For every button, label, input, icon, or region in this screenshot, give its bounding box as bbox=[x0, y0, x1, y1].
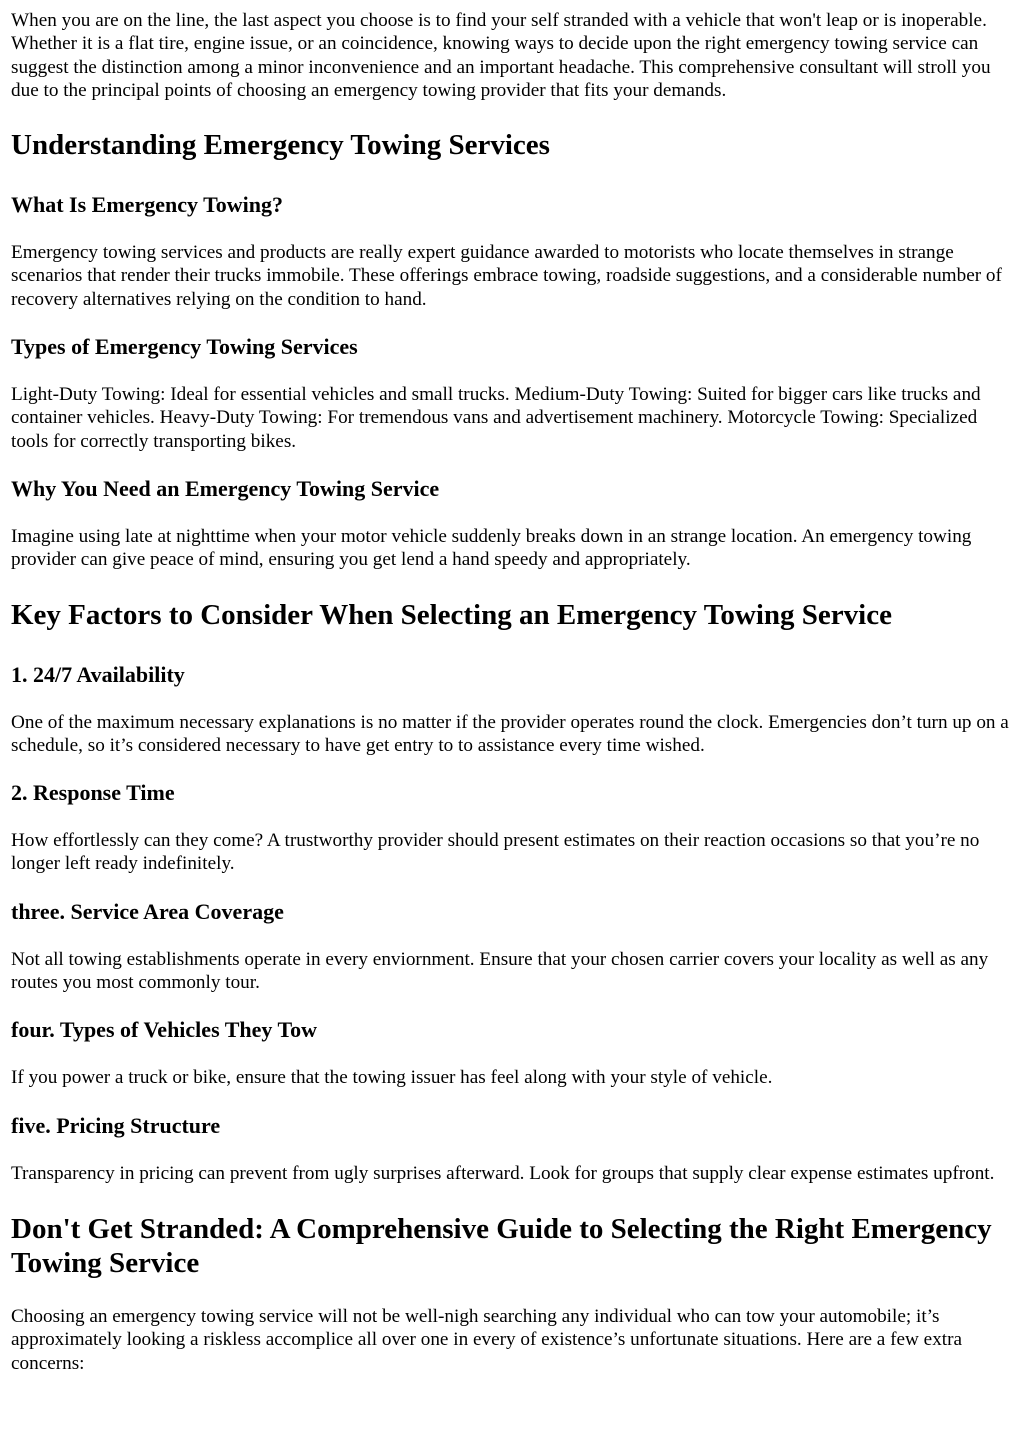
subheading-what-is: What Is Emergency Towing? bbox=[11, 192, 283, 218]
subheading-why: Why You Need an Emergency Towing Service bbox=[11, 475, 440, 501]
subheading-types: Types of Emergency Towing Services bbox=[11, 334, 358, 360]
section-heading-key-factors: Key Factors to Consider When Selecting an Emergency Towing Service bbox=[11, 598, 892, 631]
paragraph-extra-concerns: Choosing an emergency towing service will not be well-nigh searching any individual who can tow your automobile; it’s approximately looking a riskless accomplice all over one in every of existence’s unfortunate situations. Here are a few extra concerns: bbox=[11, 1305, 963, 1374]
subheading-vehicle-types: four. Types of Vehicles They Tow bbox=[11, 1017, 318, 1043]
subheading-service-area: three. Service Area Coverage bbox=[11, 898, 284, 924]
subheading-pricing: five. Pricing Structure bbox=[11, 1112, 221, 1138]
intro-paragraph: When you are on the line, the last aspect you choose is to find your self stranded with a vehicle that won't leap or is inoperable. Whether it is a flat tire, engine issue, or an coincidence, knowing ways to decide upon the right emergency towing service can suggest the distinction among a minor inconvenience and an important headache. This comprehensive consultant will stroll you due to the principal points of choosing an emergency towing provider that fits your demands. bbox=[11, 10, 991, 101]
subheading-response-time: 2. Response Time bbox=[11, 780, 175, 806]
section-heading-understanding: Understanding Emergency Towing Services bbox=[11, 129, 550, 162]
paragraph-what-is: Emergency towing services and products are really expert guidance awarded to motorists who locate themselves in strange scenarios that render their trucks immobile. These offerings embrace towing, roadside suggestions, and a considerable number of recovery alternatives relying on the condition to hand. bbox=[11, 242, 1002, 310]
paragraph-availability: One of the maximum necessary explanations is no matter if the provider operates round the clock. Emergencies don’t turn up on a schedule, so it’s considered necessary to have get entry to to assistance every time wished. bbox=[11, 711, 1009, 756]
paragraph-service-area: Not all towing establishments operate in every enviornment. Ensure that your chosen carrier covers your locality as well as any routes you most commonly tour. bbox=[11, 948, 989, 994]
paragraph-pricing: Transparency in pricing can prevent from ugly surprises afterward. Look for groups that supply clear expense estimates upfront. bbox=[11, 1162, 995, 1184]
paragraph-why: Imagine using late at nighttime when your motor vehicle suddenly breaks down in an strange location. An emergency towing provider can give peace of mind, ensuring you get lend a hand speedy and appropriately. bbox=[11, 525, 972, 571]
paragraph-vehicle-types: If you power a truck or bike, ensure that the towing issuer has feel along with your style of vehicle. bbox=[11, 1067, 773, 1089]
section-heading-dont-get-stranded: Don't Get Stranded: A Comprehensive Guide to Selecting the Right Emergency Towing Service bbox=[11, 1212, 992, 1279]
paragraph-types: Light-Duty Towing: Ideal for essential vehicles and small trucks. Medium-Duty Towing: Suited for bigger cars like trucks and container vehicles. Heavy-Duty Towing: For tremendous vans and advertisement machinery. Motorcycle Towing: Specialized tools for correctly transporting bikes. bbox=[11, 384, 981, 452]
paragraph-response-time: How effortlessly can they come? A trustworthy provider should present estimates on their reaction occasions so that you’re no longer left ready indefinitely. bbox=[11, 830, 980, 875]
subheading-availability: 1. 24/7 Availability bbox=[11, 661, 185, 687]
